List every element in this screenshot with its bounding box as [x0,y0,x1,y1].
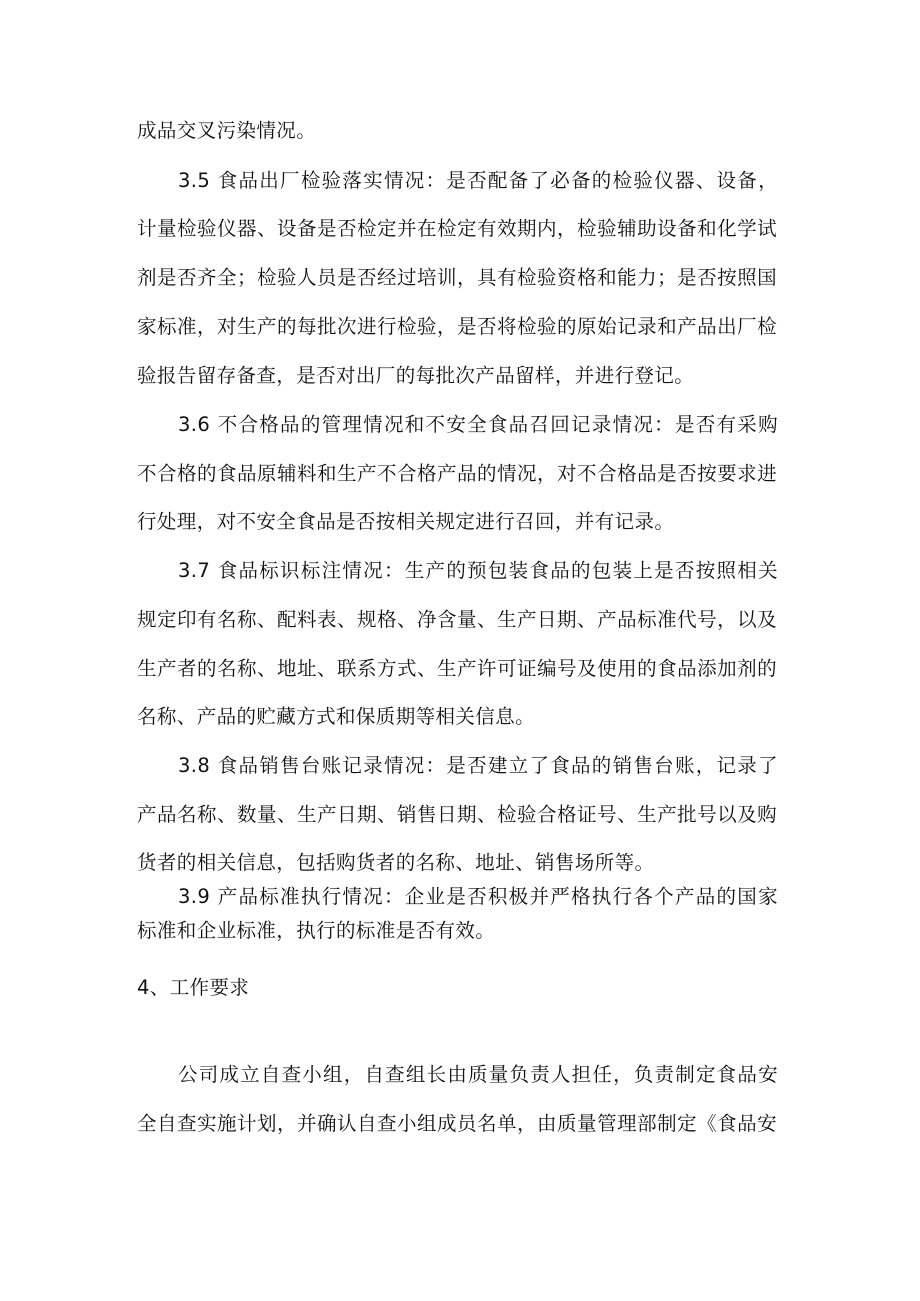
section-3-8-heading-line: 3.8 食品销售台账记录情况：是否建立了食品的销售台账，记录了 [178,754,778,777]
text-line: 不合格的食品原辅料和生产不合格产品的情况，对不合格品是否按要求进 [137,462,777,485]
text-line: 家标准，对生产的每批次进行检验，是否将检验的原始记录和产品出厂检 [137,315,777,338]
text-line: 生产者的名称、地址、联系方式、生产许可证编号及使用的食品添加剂的 [137,657,777,680]
text-line: 剂是否齐全；检验人员是否经过培训，具有检验资格和能力；是否按照国 [137,266,777,289]
section-4-heading: 4、工作要求 [137,976,250,999]
text-line: 成品交叉污染情况。 [137,119,317,142]
section-3-5-heading-line: 3.5 食品出厂检验落实情况：是否配备了必备的检验仪器、设备， [178,169,778,192]
text-line: 行处理，对不安全食品是否按相关规定进行召回，并有记录。 [137,510,675,533]
text-line: 验报告留存备查，是否对出厂的每批次产品留样，并进行登记。 [137,364,695,387]
text-line: 产品名称、数量、生产日期、销售日期、检验合格证号、生产批号以及购 [137,803,777,826]
text-line: 货者的相关信息，包括购货者的名称、地址、销售场所等。 [137,851,655,874]
text-line: 规定印有名称、配料表、规格、净含量、生产日期、产品标准代号，以及 [137,608,777,631]
text-line: 全自查实施计划，并确认自查小组成员名单，由质量管理部制定《食品安 [137,1112,777,1135]
section-3-9-heading-line: 3.9 产品标准执行情况：企业是否积极并严格执行各个产品的国家 [178,885,778,908]
text-line: 名称、产品的贮藏方式和保质期等相关信息。 [137,705,536,728]
text-line: 标准和企业标准，执行的标准是否有效。 [137,919,496,942]
section-3-7-heading-line: 3.7 食品标识标注情况：生产的预包装食品的包装上是否按照相关 [178,559,778,582]
section-3-6-heading-line: 3.6 不合格品的管理情况和不安全食品召回记录情况：是否有采购 [178,413,778,436]
paragraph-line: 公司成立自查小组，自查组长由质量负责人担任，负责制定食品安 [178,1063,778,1086]
text-line: 计量检验仪器、设备是否检定并在检定有效期内，检验辅助设备和化学试 [137,217,777,240]
